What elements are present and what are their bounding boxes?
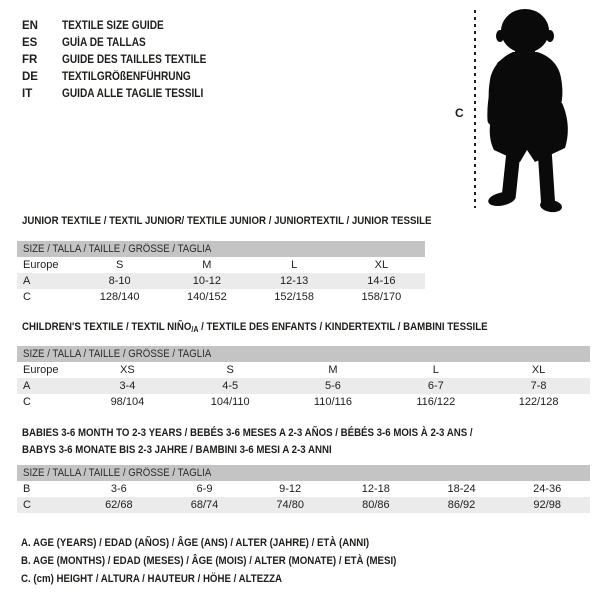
row-label-cell: Europe [23,259,59,271]
height-measure-label: C [455,106,464,120]
size-header-text: SIZE / TALLA / TAILLE / GRÖSSE / TAGLIA [23,348,212,360]
table-row [17,289,425,305]
babies-size-table [17,465,590,513]
children-size-table [17,346,590,410]
value-cell: 6-9 [196,483,213,495]
babies-table-body [17,481,590,513]
language-header [22,18,226,103]
footnotes [21,534,448,588]
language-code: IT [22,88,33,100]
value-cell: 122/128 [518,396,559,408]
table-row [17,497,590,513]
babies-section-title [22,425,534,459]
children-section-title [22,319,551,338]
language-title: GUIDE DES TAILLES TEXTILE [62,54,207,66]
value-cell: 152/158 [274,291,314,303]
language-title: TEXTILE SIZE GUIDE [62,20,164,32]
children-title-pre: CHILDREN'S TEXTILE / TEXTIL NIÑO [22,321,192,333]
value-cell: 5-6 [325,380,341,392]
language-title: GUIDA ALLE TAGLIE TESSILI [62,88,204,100]
value-cell: 74/80 [276,499,304,511]
junior-section-title-text: JUNIOR TEXTILE / TEXTIL JUNIOR/ TEXTILE JUNIOR / JUNIORTEXTIL / JUNIOR TESSILE [22,215,432,227]
value-cell: 24-36 [533,483,562,495]
value-cell: L [291,259,298,271]
language-code: EN [22,20,38,32]
row-label-cell: Europe [23,364,59,376]
value-cell: S [115,259,124,271]
value-cell: 116/122 [416,396,456,408]
value-cell: 62/68 [105,499,133,511]
children-section-title-text [22,319,488,338]
value-cell: 18-24 [447,483,476,495]
language-code: ES [22,37,38,49]
value-cell: 110/116 [313,396,353,408]
value-cell: 128/140 [99,291,140,303]
value-cell: 14-16 [367,275,396,287]
junior-section-title [22,213,487,230]
footnote-b [21,552,448,570]
language-row-it [22,86,226,103]
value-cell: 98/104 [110,396,145,408]
babies-title-line1: BABIES 3-6 MONTH TO 2-3 YEARS / BEBÉS 3-6 MESES A 2-3 AÑOS / BÉBÉS 3-6 MOIS À 2-3 ANS / [22,427,473,439]
children-table-body [17,362,590,410]
language-row-en [22,18,226,35]
table-row [17,394,590,410]
value-cell: XL [374,259,389,271]
language-row-fr [22,52,226,69]
value-cell: 6-7 [427,380,444,392]
value-cell: M [202,259,212,271]
footnote-a [21,534,448,552]
size-header-text: SIZE / TALLA / TAILLE / GRÖSSE / TAGLIA [23,243,212,255]
size-header-bar [17,346,590,362]
value-cell: 10-12 [192,275,221,287]
table-row [17,273,425,289]
value-cell: XL [531,364,546,376]
value-cell: 8-10 [108,275,131,287]
value-cell: 86/92 [447,499,476,511]
language-title: TEXTILGRÖßENFÜHRUNG [62,71,191,83]
value-cell: 4-5 [222,380,239,392]
language-code: FR [22,54,38,66]
value-cell: 7-8 [530,380,547,392]
value-cell: 3-4 [119,380,136,392]
language-row-es [22,35,226,52]
size-header-bar [17,465,590,481]
table-row [17,481,590,497]
size-header-text: SIZE / TALLA / TAILLE / GRÖSSE / TAGLIA [23,467,212,479]
height-measure-dashed-line [474,10,476,208]
value-cell: 158/170 [361,291,402,303]
table-row [17,378,590,394]
value-cell: 68/74 [190,499,219,511]
size-header-bar [17,241,425,257]
row-label-cell: C [23,396,31,408]
children-title-post: / TEXTILE DES ENFANTS / KINDERTEXTIL / BAMBINI TESSILE [198,321,488,333]
footnote-c [21,570,448,588]
value-cell: 12-13 [280,275,309,287]
value-cell: 80/86 [362,499,390,511]
table-row [17,257,425,273]
value-cell: L [432,364,439,376]
junior-size-table [17,241,425,305]
value-cell: 92/98 [533,499,561,511]
babies-title-line2: BABYS 3-6 MONATE BIS 2-3 JAHRE / BAMBINI 3-6 MESI A 2-3 ANNI [22,444,332,456]
value-cell: 140/152 [186,291,227,303]
language-row-de [22,69,226,86]
table-row [17,362,590,378]
row-label-cell: C [23,499,31,511]
language-code: DE [22,71,38,83]
footnote-c-text: C. (cm) HEIGHT / ALTURA / HAUTEUR / HÖHE / ALTEZZA [21,573,283,585]
children-title-subscript: /A [191,325,199,334]
value-cell: XS [120,364,135,376]
row-label-cell: A [23,275,31,287]
value-cell: 3-6 [110,483,127,495]
row-label-cell: C [23,291,31,303]
value-cell: S [226,364,234,376]
value-cell: 12-18 [361,483,390,495]
baby-silhouette-image [480,8,580,213]
footnote-b-text: B. AGE (MONTHS) / EDAD (MESES) / ÂGE (MOIS) / ALTER (MONATE) / ETÀ (MESI) [21,555,397,567]
language-title: GUÍA DE TALLAS [62,37,146,49]
junior-table-body [17,257,425,305]
row-label-cell: A [23,380,31,392]
value-cell: M [328,364,338,376]
value-cell: 9-12 [279,483,302,495]
row-label-cell: B [23,483,31,495]
footnote-a-text: A. AGE (YEARS) / EDAD (AÑOS) / ÂGE (ANS) / ALTER (JAHRE) / ETÀ (ANNI) [21,537,370,549]
value-cell: 104/110 [210,396,250,408]
